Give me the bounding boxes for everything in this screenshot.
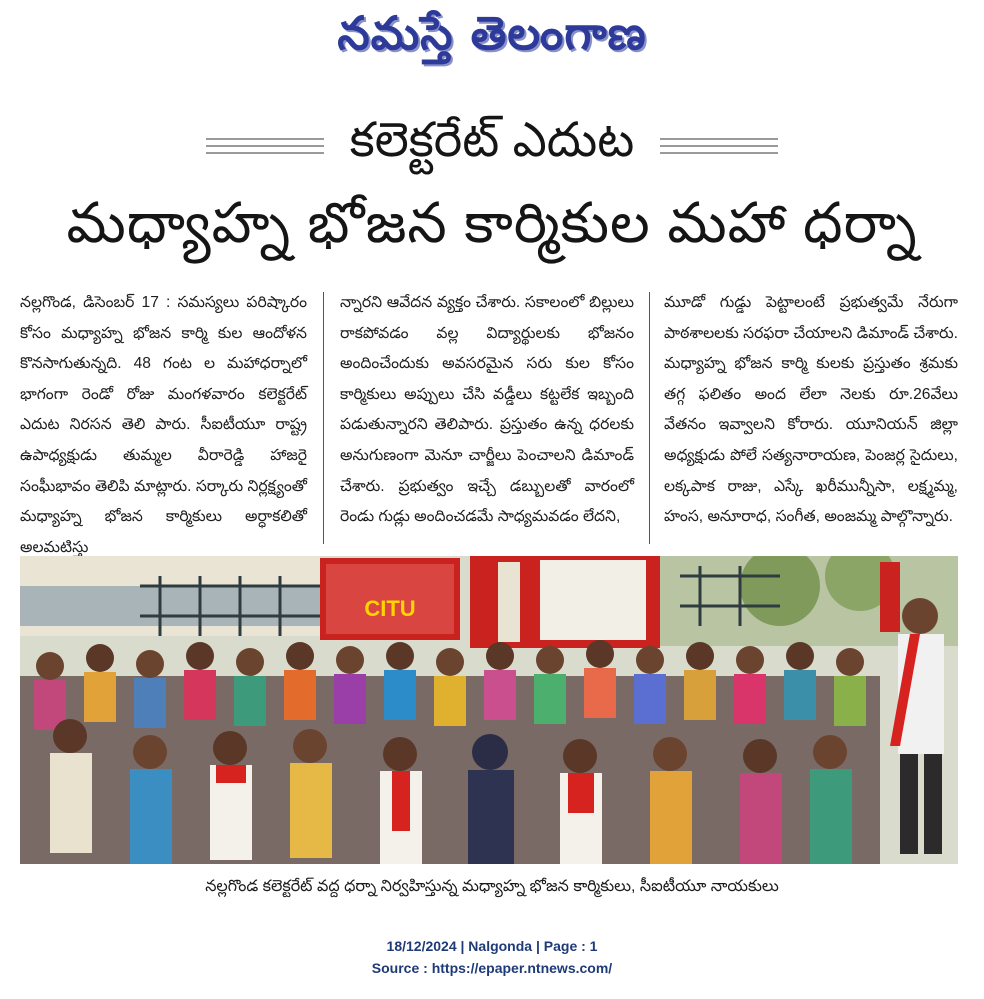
headline-rule-left bbox=[206, 138, 324, 154]
protest-photo bbox=[20, 556, 958, 864]
article-column-text: న్నారని ఆవేదన వ్యక్తం చేశారు. సకాలంలో బిల్లులు రాకపోవడం వల్ల విద్యార్థులకు భోజనం అందించేందుకు అవసరమైన సరు కుల కోసం కార్మికులు అప్పులు చేసి వడ్డీలు కట్టలేక ఇబ్బంది పడుతున్నారని తెలిపారు. ప్రస్తుతం ఉన్న ధరలకు అనుగుణంగా మెనూ చార్జీలు పెంచాలని డిమాండ్ చేశారు. ప్రభుత్వం ఇచ్చే డబ్బులతో వారంలో రెండు గుడ్లు అందించడమే సాధ్యమవడం లేదని, bbox=[340, 294, 634, 526]
headline-line1: కలెక్టరేట్ ఎదుట bbox=[349, 113, 635, 167]
footer-date-edition: 18/12/2024 | Nalgonda | Page : 1 bbox=[386, 938, 598, 954]
column-divider bbox=[649, 292, 650, 544]
article-column-1 bbox=[20, 288, 307, 556]
headline-line1-row bbox=[0, 112, 984, 180]
masthead bbox=[0, 4, 984, 74]
footer-source: Source : https://epaper.ntnews.com/ bbox=[371, 960, 613, 976]
banner-citu-text-1: CITU bbox=[364, 596, 416, 621]
headline-line2-row bbox=[0, 188, 984, 272]
headline-line2: మధ్యాహ్న భోజన కార్మికుల మహా ధర్నా bbox=[66, 191, 918, 254]
masthead-title: నమస్తే తెలంగాణ bbox=[337, 6, 647, 60]
column-divider bbox=[323, 292, 324, 544]
article-column-2 bbox=[340, 288, 634, 544]
headline-rule-right bbox=[660, 138, 778, 154]
article-column-3 bbox=[664, 288, 958, 544]
article-column-text: మూడో గుడ్డు పెట్టాలంటే ప్రభుత్వమే నేరుగా పాఠశాలలకు సరఫరా చేయాలని డిమాండ్ చేశారు. మధ్యాహ్న భోజన కార్మి కులకు ప్రస్తుతం శ్రమకు తగ్గ ఫలితం అంద లేలా నెలకు రూ.26వేలు వేతనం ఇవ్వాలని కోరారు. యూనియన్ జిల్లా అధ్యక్షుడు పోలే సత్యనారాయణ, పెంజర్ల సైదులు, లక్కపాక రాజు, ఎస్కే ఖరీమున్నీసా, లక్ష్మమ్మ, హంస, అనూరాధ, సంగీత, అంజమ్మ పాల్గొన్నారు. bbox=[664, 294, 958, 526]
article-column-text: నల్లగొండ, డిసెంబర్ 17 : సమస్యలు పరిష్కారం కోసం మధ్యాహ్న భోజన కార్మి కుల ఆందోళన కొనసాగుతున్నది. 48 గంట ల మహాధర్నాలో భాగంగా రెండో రోజు మంగళవారం కలెక్టరేట్ ఎదుట నిరసన తెలి పారు. సీఐటీయూ రాష్ట్ర ఉపాధ్యక్షుడు తుమ్మల వీరారెడ్డి హాజరై సంఘీభావం తెలిపి మాట్లారు. సర్కారు నిర్లక్ష్యంతో మధ్యాహ్న భోజన కార్మికులు అర్ధాకలితో అలమటిస్తు bbox=[20, 294, 307, 556]
photo-caption: నల్లగొండ కలెక్టరేట్ వద్ద ధర్నా నిర్వహిస్తున్న మధ్యాహ్న భోజన కార్మికులు, సీఐటీయూ నాయకులు bbox=[205, 878, 779, 895]
protest-photo-illustration bbox=[20, 556, 958, 864]
